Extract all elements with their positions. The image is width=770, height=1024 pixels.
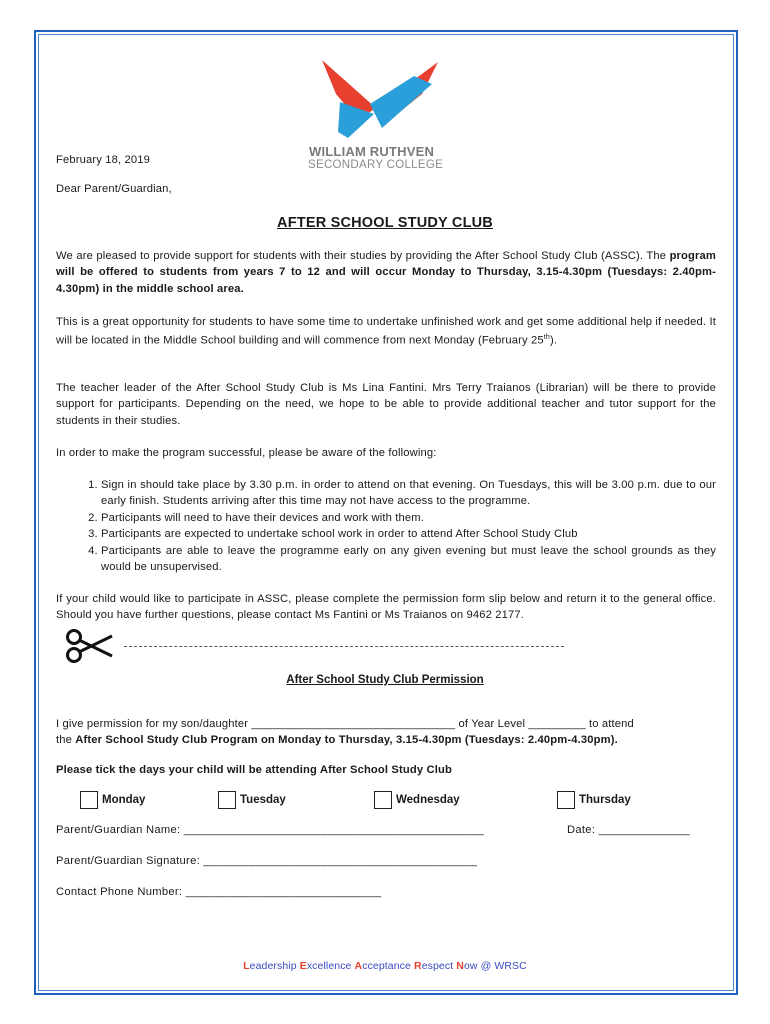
wednesday-checkbox[interactable] xyxy=(374,791,392,809)
teacher-paragraph: The teacher leader of the After School Study Club is Ms Lina Fantini. Mrs Terry Traianos (Librarian) will be there to provide support for participants. Depending on the need, we hope to be able to provide additional teacher and tutor support for the students in their studies. xyxy=(56,382,716,427)
opportunity-end: ). xyxy=(549,335,558,348)
rules-list xyxy=(56,477,716,575)
logo-school-subtitle: SECONDARY COLLEGE xyxy=(308,159,444,171)
permission-line: I give permission for my son/daughter ________________________________ of Year Level _________ to attend xyxy=(56,718,634,730)
motto-initial: R xyxy=(414,960,422,972)
tick-instruction: Please tick the days your child will be attending After School Study Club xyxy=(56,764,452,776)
scissors-icon xyxy=(64,628,114,669)
date-suffix: th xyxy=(543,334,550,342)
logo-school-name: WILLIAM RUTHVEN xyxy=(309,144,435,159)
requirements-intro: In order to make the program successful, please be aware of the following: xyxy=(56,447,437,459)
opportunity-text: This is a great opportunity for students to have some time to undertake unfinished work and get some additional help if needed. It will be located in the Middle School building and will commence from next Monday (February 25 xyxy=(56,316,716,348)
list-item: 4. Participants are able to leave the programme early on any given evening but must leave the school grounds as they would be unsupervised. xyxy=(101,543,716,576)
motto-word: xcellence xyxy=(306,960,355,972)
day-monday[interactable] xyxy=(80,791,145,809)
monday-checkbox[interactable] xyxy=(80,791,98,809)
list-item: 2. Participants will need to have their devices and work with them. xyxy=(101,510,716,526)
motto-initial: E xyxy=(299,960,307,972)
day-thursday[interactable] xyxy=(557,791,631,809)
list-item: 3. Participants are expected to undertake school work in order to attend After School Study Club xyxy=(101,526,716,542)
day-label: Monday xyxy=(102,794,146,806)
motto-word: ow @ WRSC xyxy=(463,960,527,972)
day-tuesday[interactable] xyxy=(218,791,286,809)
letter-title: AFTER SCHOOL STUDY CLUB xyxy=(277,215,493,231)
motto-initial: N xyxy=(456,960,464,972)
tuesday-checkbox[interactable] xyxy=(218,791,236,809)
letter-greeting: Dear Parent/Guardian, xyxy=(56,183,172,195)
motto-word: espect xyxy=(421,960,457,972)
permission-program: After School Study Club Program on Monday to Thursday, 3.15-4.30pm (Tuesdays: 2.40pm-4.30pm). xyxy=(75,734,618,747)
motto-word: cceptance xyxy=(362,960,414,972)
motto-initial: L xyxy=(243,960,250,972)
parent-name-field[interactable]: Parent/Guardian Name: ______________________________________________ xyxy=(56,824,484,836)
cut-line xyxy=(124,646,564,647)
school-logo xyxy=(300,58,460,171)
contact-paragraph: If your child would like to participate in ASSC, please complete the permission form slip below and return it to the general office. Should you have further questions, please contact Ms Fantini or Ms Traianos on 9462 2177. xyxy=(56,593,716,622)
motto-initial: A xyxy=(354,960,363,972)
opportunity-paragraph xyxy=(56,314,716,350)
day-wednesday[interactable] xyxy=(374,791,460,809)
intro-text: We are pleased to provide support for students with their studies by providing the After School Study Club (ASSC). The xyxy=(56,250,670,262)
day-label: Tuesday xyxy=(240,794,286,806)
form-title: After School Study Club Permission xyxy=(286,674,484,686)
letter-date: February 18, 2019 xyxy=(56,154,150,166)
butterfly-logo-icon xyxy=(318,58,442,140)
intro-paragraph xyxy=(56,248,716,297)
intro-bold-text: program will be offered to students from years 7 to 12 and will occur Monday to Thursday, 3.15-4.30pm (Tuesdays: 2.40pm-4.30pm) in the middle school area. xyxy=(56,250,716,295)
school-motto xyxy=(0,960,770,972)
day-label: Thursday xyxy=(579,794,631,806)
day-label: Wednesday xyxy=(396,794,460,806)
date-field[interactable]: Date: ______________ xyxy=(567,824,690,836)
permission-the: the xyxy=(56,734,76,747)
thursday-checkbox[interactable] xyxy=(557,791,575,809)
permission-line-2 xyxy=(56,732,716,748)
permission-statement xyxy=(56,716,716,749)
list-item: 1. Sign in should take place by 3.30 p.m. in order to attend on that evening. On Tuesdays, this will be 3.00 p.m. due to our early finish. Students arriving after this time may not have access to the programme. xyxy=(101,477,716,510)
signature-field[interactable]: Parent/Guardian Signature: __________________________________________ xyxy=(56,855,478,867)
phone-field[interactable]: Contact Phone Number: ______________________________ xyxy=(56,886,382,898)
motto-word: eadership xyxy=(249,960,300,972)
